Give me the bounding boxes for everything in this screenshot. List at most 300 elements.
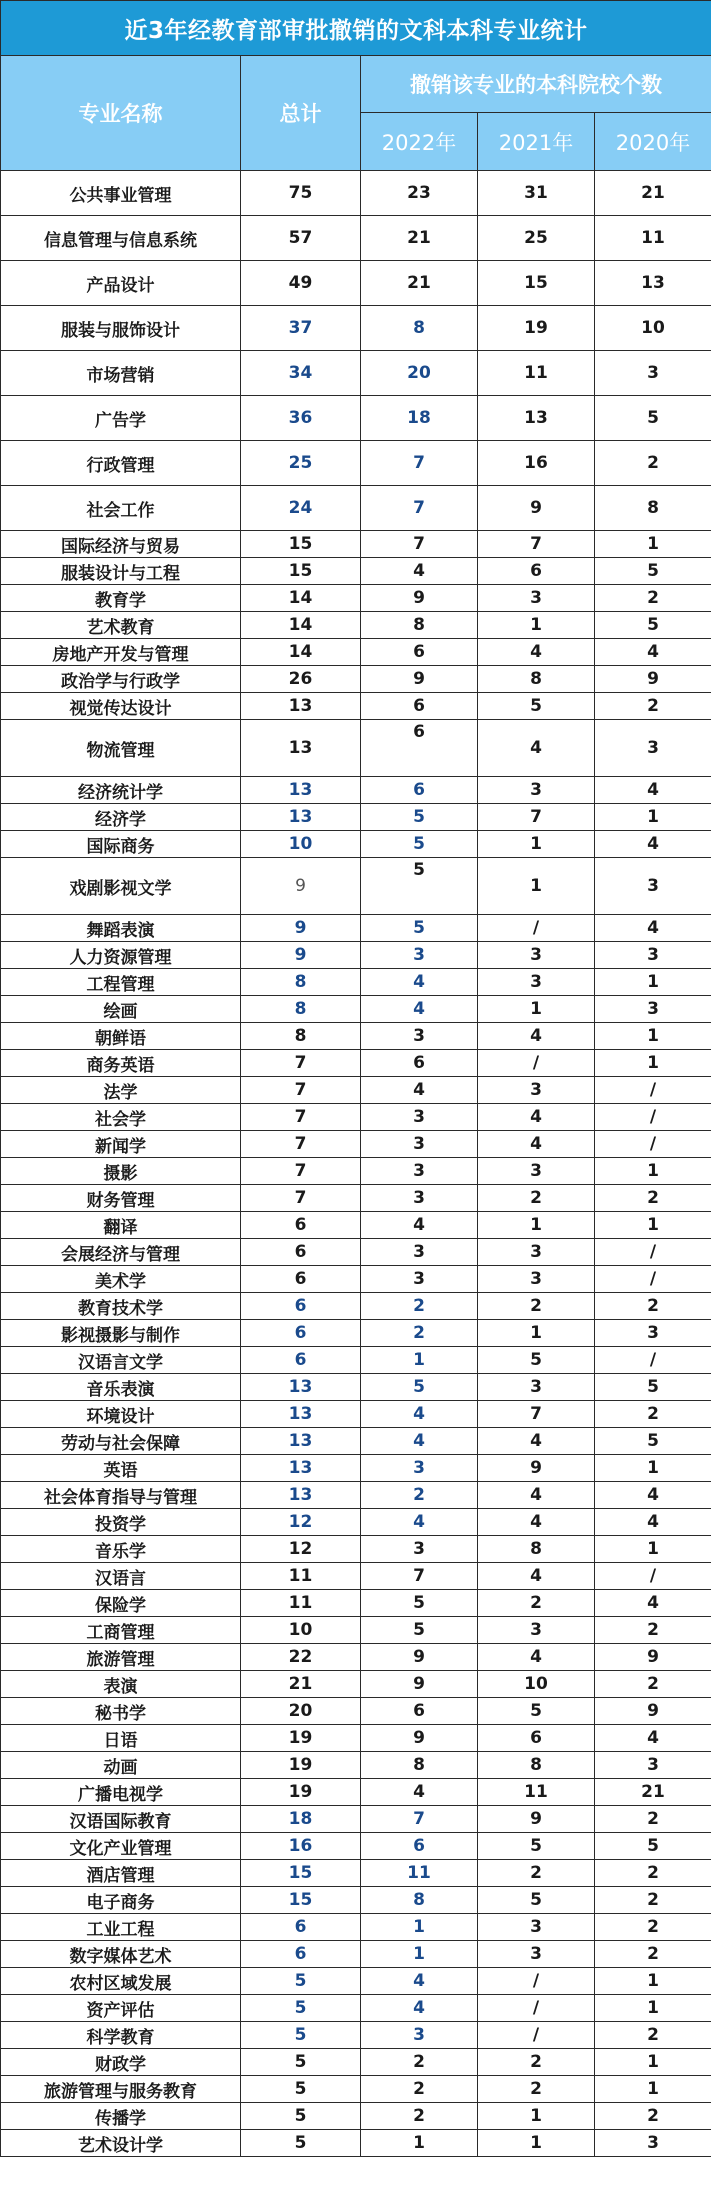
cell-total: 13 <box>241 693 361 720</box>
cell-name: 舞蹈表演 <box>1 915 241 942</box>
cell-total: 9 <box>241 942 361 969</box>
cell-name: 财政学 <box>1 2049 241 2076</box>
cell-y2022: 1 <box>361 2130 478 2157</box>
cell-y2020: 4 <box>595 1482 711 1509</box>
cell-name: 人力资源管理 <box>1 942 241 969</box>
table-row <box>1 969 711 996</box>
table-row <box>1 171 711 216</box>
cell-y2022: 3 <box>361 1131 478 1158</box>
cell-name: 信息管理与信息系统 <box>1 216 241 261</box>
table-row <box>1 693 711 720</box>
cell-total: 5 <box>241 1995 361 2022</box>
cell-y2021: 4 <box>478 639 595 666</box>
cell-total: 6 <box>241 1266 361 1293</box>
cell-total: 13 <box>241 1428 361 1455</box>
cell-y2022: 5 <box>361 915 478 942</box>
table-row <box>1 1023 711 1050</box>
cell-y2021: 7 <box>478 804 595 831</box>
cell-total: 8 <box>241 969 361 996</box>
cell-y2020: 1 <box>595 969 711 996</box>
cell-y2022: 11 <box>361 1860 478 1887</box>
cell-y2021: 1 <box>478 1320 595 1347</box>
cell-total: 6 <box>241 1212 361 1239</box>
cell-y2020: 1 <box>595 2049 711 2076</box>
cell-y2021: 3 <box>478 969 595 996</box>
table-row <box>1 1644 711 1671</box>
cell-total: 13 <box>241 1401 361 1428</box>
cell-y2020: 3 <box>595 996 711 1023</box>
cell-total: 15 <box>241 558 361 585</box>
cell-total: 13 <box>241 720 361 777</box>
cell-y2020: 1 <box>595 1158 711 1185</box>
table-row <box>1 441 711 486</box>
cell-total: 19 <box>241 1779 361 1806</box>
cell-y2021: 1 <box>478 831 595 858</box>
cell-y2021: 3 <box>478 1914 595 1941</box>
cell-y2021: 4 <box>478 1428 595 1455</box>
table-row <box>1 1887 711 1914</box>
cell-y2022: 6 <box>361 1833 478 1860</box>
cell-total: 9 <box>241 915 361 942</box>
cell-y2022: 3 <box>361 1239 478 1266</box>
cell-y2021: 6 <box>478 558 595 585</box>
cell-total: 5 <box>241 2022 361 2049</box>
cell-name: 汉语言文学 <box>1 1347 241 1374</box>
cell-y2022: 7 <box>361 531 478 558</box>
cell-y2022: 6 <box>361 1050 478 1077</box>
cell-y2021: 2 <box>478 2076 595 2103</box>
cell-total: 13 <box>241 1482 361 1509</box>
cell-name: 美术学 <box>1 1266 241 1293</box>
cell-y2022: 8 <box>361 612 478 639</box>
cell-total: 14 <box>241 585 361 612</box>
cell-y2022: 5 <box>361 1590 478 1617</box>
cell-y2020: 2 <box>595 1860 711 1887</box>
cell-name: 汉语言 <box>1 1563 241 1590</box>
cell-y2021: 8 <box>478 1536 595 1563</box>
cell-name: 财务管理 <box>1 1185 241 1212</box>
table-row <box>1 804 711 831</box>
cell-y2020: 2 <box>595 1293 711 1320</box>
cell-y2020: 3 <box>595 942 711 969</box>
table-row <box>1 1293 711 1320</box>
cell-y2020: 3 <box>595 720 711 777</box>
cell-y2020: 3 <box>595 2130 711 2157</box>
cell-y2020: 4 <box>595 915 711 942</box>
cell-y2020: 2 <box>595 1617 711 1644</box>
cell-y2021: 8 <box>478 666 595 693</box>
table-title: 近3年经教育部审批撤销的文科本科专业统计 <box>1 1 711 56</box>
cell-y2022: 4 <box>361 558 478 585</box>
cell-name: 工程管理 <box>1 969 241 996</box>
cell-total: 11 <box>241 1563 361 1590</box>
table-row <box>1 1617 711 1644</box>
cell-y2020: 4 <box>595 777 711 804</box>
cell-y2020: 2 <box>595 1185 711 1212</box>
cell-total: 24 <box>241 486 361 531</box>
table-row <box>1 1941 711 1968</box>
table-row <box>1 1401 711 1428</box>
cell-y2020: 3 <box>595 351 711 396</box>
cell-y2021: 4 <box>478 1509 595 1536</box>
table-row <box>1 2049 711 2076</box>
cell-total: 6 <box>241 1914 361 1941</box>
cell-y2021: 8 <box>478 1752 595 1779</box>
table-row <box>1 1239 711 1266</box>
cell-y2020: 5 <box>595 1428 711 1455</box>
cell-total: 15 <box>241 1887 361 1914</box>
cell-y2020: 3 <box>595 858 711 915</box>
cell-name: 政治学与行政学 <box>1 666 241 693</box>
cell-total: 6 <box>241 1239 361 1266</box>
table-row <box>1 261 711 306</box>
cell-y2020: 2 <box>595 441 711 486</box>
cell-y2022: 4 <box>361 1428 478 1455</box>
cell-y2022: 4 <box>361 1401 478 1428</box>
cell-y2021: 1 <box>478 2130 595 2157</box>
cell-name: 法学 <box>1 1077 241 1104</box>
cell-total: 19 <box>241 1725 361 1752</box>
cell-name: 传播学 <box>1 2103 241 2130</box>
cell-y2021: 4 <box>478 1131 595 1158</box>
cell-y2020: 9 <box>595 1698 711 1725</box>
cell-name: 保险学 <box>1 1590 241 1617</box>
table-row <box>1 666 711 693</box>
cell-total: 12 <box>241 1536 361 1563</box>
cell-total: 36 <box>241 396 361 441</box>
table-row <box>1 2103 711 2130</box>
cell-name: 会展经济与管理 <box>1 1239 241 1266</box>
cell-y2022: 4 <box>361 1077 478 1104</box>
cell-name: 服装设计与工程 <box>1 558 241 585</box>
cell-name: 表演 <box>1 1671 241 1698</box>
cell-name: 物流管理 <box>1 720 241 777</box>
cell-total: 10 <box>241 831 361 858</box>
cell-y2020: 2 <box>595 1887 711 1914</box>
cell-y2020: 4 <box>595 639 711 666</box>
table-row <box>1 1509 711 1536</box>
table-row <box>1 1563 711 1590</box>
cell-y2021: 9 <box>478 486 595 531</box>
cell-y2022: 3 <box>361 1023 478 1050</box>
cell-y2022: 23 <box>361 171 478 216</box>
cell-y2021: 2 <box>478 1590 595 1617</box>
table-row <box>1 2022 711 2049</box>
cell-name: 国际经济与贸易 <box>1 531 241 558</box>
cell-y2021: 4 <box>478 1563 595 1590</box>
cell-name: 行政管理 <box>1 441 241 486</box>
cell-name: 视觉传达设计 <box>1 693 241 720</box>
cell-total: 9 <box>241 858 361 915</box>
cell-y2020: 1 <box>595 1968 711 1995</box>
cell-name: 翻译 <box>1 1212 241 1239</box>
cell-y2021: 5 <box>478 693 595 720</box>
cell-y2020: 11 <box>595 216 711 261</box>
cell-y2021: 4 <box>478 1644 595 1671</box>
cell-y2022: 7 <box>361 1563 478 1590</box>
cell-y2020: 2 <box>595 1401 711 1428</box>
cell-total: 21 <box>241 1671 361 1698</box>
cell-name: 文化产业管理 <box>1 1833 241 1860</box>
cell-y2021: 4 <box>478 720 595 777</box>
cell-y2020: 4 <box>595 1590 711 1617</box>
cell-name: 社会工作 <box>1 486 241 531</box>
cell-y2022: 5 <box>361 1617 478 1644</box>
table-row <box>1 612 711 639</box>
cell-y2020: 21 <box>595 1779 711 1806</box>
cell-name: 绘画 <box>1 996 241 1023</box>
table-row <box>1 216 711 261</box>
cell-y2020: 2 <box>595 585 711 612</box>
cell-name: 音乐表演 <box>1 1374 241 1401</box>
table-row <box>1 1995 711 2022</box>
cell-total: 5 <box>241 2130 361 2157</box>
cell-total: 5 <box>241 2049 361 2076</box>
cell-name: 经济学 <box>1 804 241 831</box>
cell-total: 7 <box>241 1050 361 1077</box>
cell-y2021: 2 <box>478 2049 595 2076</box>
table-row <box>1 777 711 804</box>
cell-name: 影视摄影与制作 <box>1 1320 241 1347</box>
cell-y2020: 5 <box>595 1833 711 1860</box>
cell-y2022: 6 <box>361 777 478 804</box>
table-row <box>1 858 711 915</box>
cell-total: 12 <box>241 1509 361 1536</box>
cell-name: 商务英语 <box>1 1050 241 1077</box>
table-row <box>1 1968 711 1995</box>
cell-total: 26 <box>241 666 361 693</box>
cell-y2022: 4 <box>361 1968 478 1995</box>
table-row <box>1 942 711 969</box>
table-row <box>1 2076 711 2103</box>
cell-y2022: 8 <box>361 306 478 351</box>
cell-name: 数字媒体艺术 <box>1 1941 241 1968</box>
cell-total: 34 <box>241 351 361 396</box>
cell-total: 7 <box>241 1158 361 1185</box>
cell-y2022: 2 <box>361 1482 478 1509</box>
cell-total: 14 <box>241 639 361 666</box>
table-row <box>1 1833 711 1860</box>
cell-y2020: 4 <box>595 831 711 858</box>
cell-total: 13 <box>241 777 361 804</box>
cell-y2022: 3 <box>361 942 478 969</box>
cell-name: 摄影 <box>1 1158 241 1185</box>
cell-total: 7 <box>241 1104 361 1131</box>
cell-name: 英语 <box>1 1455 241 1482</box>
cell-y2021: 15 <box>478 261 595 306</box>
table-row <box>1 1131 711 1158</box>
cell-y2020: 2 <box>595 1941 711 1968</box>
header-year-2021: 2021年 <box>478 113 595 171</box>
cell-total: 5 <box>241 1968 361 1995</box>
header-year-2022: 2022年 <box>361 113 478 171</box>
cell-y2022: 3 <box>361 1104 478 1131</box>
cell-total: 75 <box>241 171 361 216</box>
cell-y2020: 2 <box>595 1806 711 1833</box>
cell-y2022: 7 <box>361 441 478 486</box>
table-row <box>1 915 711 942</box>
cell-total: 8 <box>241 996 361 1023</box>
table-row <box>1 1185 711 1212</box>
table-row <box>1 585 711 612</box>
cell-y2022: 6 <box>361 693 478 720</box>
cell-y2021: 1 <box>478 612 595 639</box>
cell-name: 旅游管理 <box>1 1644 241 1671</box>
cell-total: 16 <box>241 1833 361 1860</box>
cell-y2022: 8 <box>361 1752 478 1779</box>
cell-y2022: 6 <box>361 720 478 777</box>
cell-y2020: / <box>595 1266 711 1293</box>
table-row <box>1 1428 711 1455</box>
cell-y2020: 2 <box>595 693 711 720</box>
cell-y2022: 21 <box>361 261 478 306</box>
cell-total: 22 <box>241 1644 361 1671</box>
cell-name: 工业工程 <box>1 1914 241 1941</box>
table-row <box>1 1077 711 1104</box>
cell-y2021: / <box>478 2022 595 2049</box>
cell-y2022: 3 <box>361 2022 478 2049</box>
cell-y2021: 1 <box>478 858 595 915</box>
cell-total: 25 <box>241 441 361 486</box>
cell-y2022: 2 <box>361 1320 478 1347</box>
cell-name: 劳动与社会保障 <box>1 1428 241 1455</box>
cell-y2022: 4 <box>361 996 478 1023</box>
table-row <box>1 720 711 777</box>
cell-y2021: 4 <box>478 1482 595 1509</box>
cell-y2020: 1 <box>595 1050 711 1077</box>
cell-y2020: 5 <box>595 396 711 441</box>
cell-total: 7 <box>241 1185 361 1212</box>
cell-y2022: 9 <box>361 1725 478 1752</box>
cell-name: 服装与服饰设计 <box>1 306 241 351</box>
cell-y2022: 3 <box>361 1266 478 1293</box>
cell-total: 5 <box>241 2076 361 2103</box>
cell-y2022: 21 <box>361 216 478 261</box>
cell-name: 朝鲜语 <box>1 1023 241 1050</box>
cell-y2021: / <box>478 1050 595 1077</box>
cell-y2022: 4 <box>361 1509 478 1536</box>
cell-y2020: 21 <box>595 171 711 216</box>
cell-name: 农村区域发展 <box>1 1968 241 1995</box>
cell-y2020: / <box>595 1563 711 1590</box>
cell-name: 广告学 <box>1 396 241 441</box>
cell-y2021: 7 <box>478 1401 595 1428</box>
cell-name: 动画 <box>1 1752 241 1779</box>
table-row <box>1 2130 711 2157</box>
cell-total: 6 <box>241 1293 361 1320</box>
cell-y2021: 19 <box>478 306 595 351</box>
cell-y2020: 1 <box>595 531 711 558</box>
cell-total: 6 <box>241 1320 361 1347</box>
cell-y2022: 3 <box>361 1185 478 1212</box>
table-row <box>1 1914 711 1941</box>
cell-total: 37 <box>241 306 361 351</box>
table-row <box>1 1806 711 1833</box>
cell-total: 19 <box>241 1752 361 1779</box>
cell-name: 资产评估 <box>1 1995 241 2022</box>
table-row <box>1 1725 711 1752</box>
cell-y2022: 4 <box>361 969 478 996</box>
cell-total: 13 <box>241 804 361 831</box>
header-name: 专业名称 <box>1 56 241 171</box>
cell-y2021: 1 <box>478 2103 595 2130</box>
table-row <box>1 1779 711 1806</box>
table-row <box>1 351 711 396</box>
cell-total: 6 <box>241 1941 361 1968</box>
cell-y2022: 4 <box>361 1779 478 1806</box>
cell-name: 汉语国际教育 <box>1 1806 241 1833</box>
table-body <box>1 171 711 2157</box>
cell-y2022: 5 <box>361 858 478 915</box>
table-row <box>1 1455 711 1482</box>
table-row <box>1 996 711 1023</box>
cell-y2022: 6 <box>361 1698 478 1725</box>
cell-name: 投资学 <box>1 1509 241 1536</box>
table-row <box>1 1347 711 1374</box>
cell-total: 11 <box>241 1590 361 1617</box>
cell-name: 工商管理 <box>1 1617 241 1644</box>
cell-y2022: 2 <box>361 2049 478 2076</box>
cell-total: 7 <box>241 1077 361 1104</box>
table-row <box>1 1698 711 1725</box>
cell-y2020: 3 <box>595 1320 711 1347</box>
cell-y2020: 10 <box>595 306 711 351</box>
table-row <box>1 1266 711 1293</box>
cell-y2021: 4 <box>478 1104 595 1131</box>
cell-y2021: 11 <box>478 351 595 396</box>
cell-y2022: 2 <box>361 1293 478 1320</box>
cell-y2020: 4 <box>595 1509 711 1536</box>
cell-total: 5 <box>241 2103 361 2130</box>
cell-total: 6 <box>241 1347 361 1374</box>
cell-name: 广播电视学 <box>1 1779 241 1806</box>
cell-total: 18 <box>241 1806 361 1833</box>
table-row <box>1 1050 711 1077</box>
table-row <box>1 558 711 585</box>
cell-total: 8 <box>241 1023 361 1050</box>
cell-y2021: 3 <box>478 585 595 612</box>
cell-name: 社会体育指导与管理 <box>1 1482 241 1509</box>
cell-y2020: 8 <box>595 486 711 531</box>
cell-y2021: 7 <box>478 531 595 558</box>
header-group: 撤销该专业的本科院校个数 <box>361 56 711 113</box>
cell-name: 公共事业管理 <box>1 171 241 216</box>
cell-y2022: 7 <box>361 486 478 531</box>
cell-y2020: / <box>595 1104 711 1131</box>
cell-y2020: 5 <box>595 1374 711 1401</box>
cell-y2020: 1 <box>595 1455 711 1482</box>
table-row <box>1 1482 711 1509</box>
cell-y2021: 5 <box>478 1347 595 1374</box>
cell-y2022: 9 <box>361 1671 478 1698</box>
cell-y2021: 3 <box>478 1158 595 1185</box>
header-total: 总计 <box>241 56 361 171</box>
cell-y2020: 5 <box>595 558 711 585</box>
cell-y2022: 3 <box>361 1455 478 1482</box>
table-row <box>1 1374 711 1401</box>
table-row <box>1 1590 711 1617</box>
cell-y2021: 5 <box>478 1698 595 1725</box>
cell-total: 57 <box>241 216 361 261</box>
cell-y2021: / <box>478 1995 595 2022</box>
cell-y2020: 1 <box>595 1536 711 1563</box>
cell-total: 15 <box>241 531 361 558</box>
cell-y2022: 6 <box>361 639 478 666</box>
table-row <box>1 1158 711 1185</box>
cell-name: 社会学 <box>1 1104 241 1131</box>
table-row <box>1 1104 711 1131</box>
cell-total: 10 <box>241 1617 361 1644</box>
